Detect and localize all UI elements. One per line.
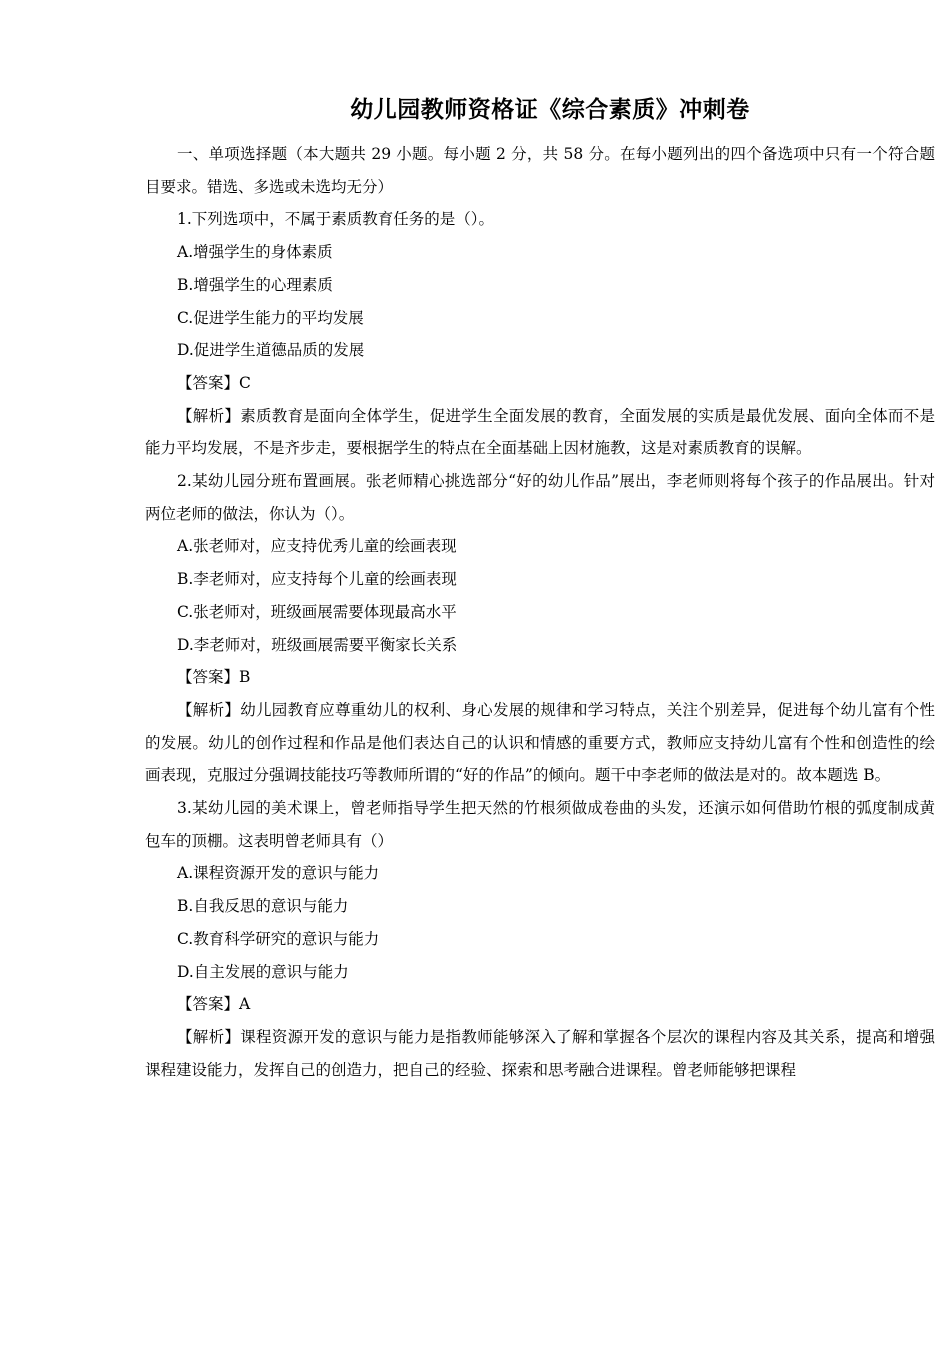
option-a: A.张老师对，应支持优秀儿童的绘画表现	[177, 537, 457, 556]
document-title: 幼儿园教师资格证《综合素质》冲刺卷	[350, 97, 750, 123]
document-page	[145, 92, 935, 1086]
section-header: 一、单项选择题（本大题共 29 小题。每小题 2 分，共 58 分。在每小题列出的四个备选项中只有一个符合题目要求。错选、多选或未选均无分）	[145, 145, 935, 196]
analysis: 【解析】课程资源开发的意识与能力是指教师能够深入了解和掌握各个层次的课程内容及其关系，提高和增强课程建设能力，发挥自己的创造力，把自己的经验、探索和思考融合进课程。曾老师能够把课程	[145, 1027, 935, 1079]
option-c: C.教育科学研究的意识与能力	[177, 929, 380, 948]
answer: 【答案】A	[177, 995, 251, 1014]
option-b: B.李老师对，应支持每个儿童的绘画表现	[177, 570, 457, 589]
question-stem: 2.某幼儿园分班布置画展。张老师精心挑选部分“好的幼儿作品”展出，李老师则将每个孩子的作品展出。针对两位老师的做法，你认为（）。	[145, 472, 935, 523]
question-2	[145, 465, 935, 792]
question-stem: 3.某幼儿园的美术课上，曾老师指导学生把天然的竹根须做成卷曲的头发，还演示如何借助竹根的弧度制成黄包车的顶棚。这表明曾老师具有（）	[145, 799, 935, 850]
option-d: D.李老师对，班级画展需要平衡家长关系	[177, 635, 458, 654]
option-c: C.张老师对，班级画展需要体现最高水平	[177, 602, 457, 621]
option-a: A.课程资源开发的意识与能力	[177, 864, 380, 883]
answer: 【答案】C	[177, 373, 251, 392]
analysis: 【解析】幼儿园教育应尊重幼儿的权利、身心发展的规律和学习特点，关注个别差异，促进每个幼儿富有个性的发展。幼儿的创作过程和作品是他们表达自己的认识和情感的重要方式，教师应支持幼儿富有个性和创造性的绘画表现，克服过分强调技能技巧等教师所谓的“好的作品”的倾向。题干中李老师的做法是对的。故本题选 B。	[145, 700, 935, 785]
question-3	[145, 792, 935, 1086]
option-d: D.自主发展的意识与能力	[177, 962, 349, 981]
question-1	[145, 203, 935, 465]
answer: 【答案】B	[177, 668, 251, 687]
option-b: B.自我反思的意识与能力	[177, 897, 349, 916]
option-b: B.增强学生的心理素质	[177, 275, 333, 294]
option-c: C.促进学生能力的平均发展	[177, 308, 364, 327]
option-d: D.促进学生道德品质的发展	[177, 341, 365, 360]
question-stem: 1.下列选项中，不属于素质教育任务的是（）。	[177, 210, 495, 229]
analysis: 【解析】素质教育是面向全体学生，促进学生全面发展的教育，全面发展的实质是最优发展、面向全体而不是能力平均发展，不是齐步走，要根据学生的特点在全面基础上因材施教，这是对素质教育的误解。	[145, 406, 935, 458]
option-a: A.增强学生的身体素质	[177, 243, 333, 262]
